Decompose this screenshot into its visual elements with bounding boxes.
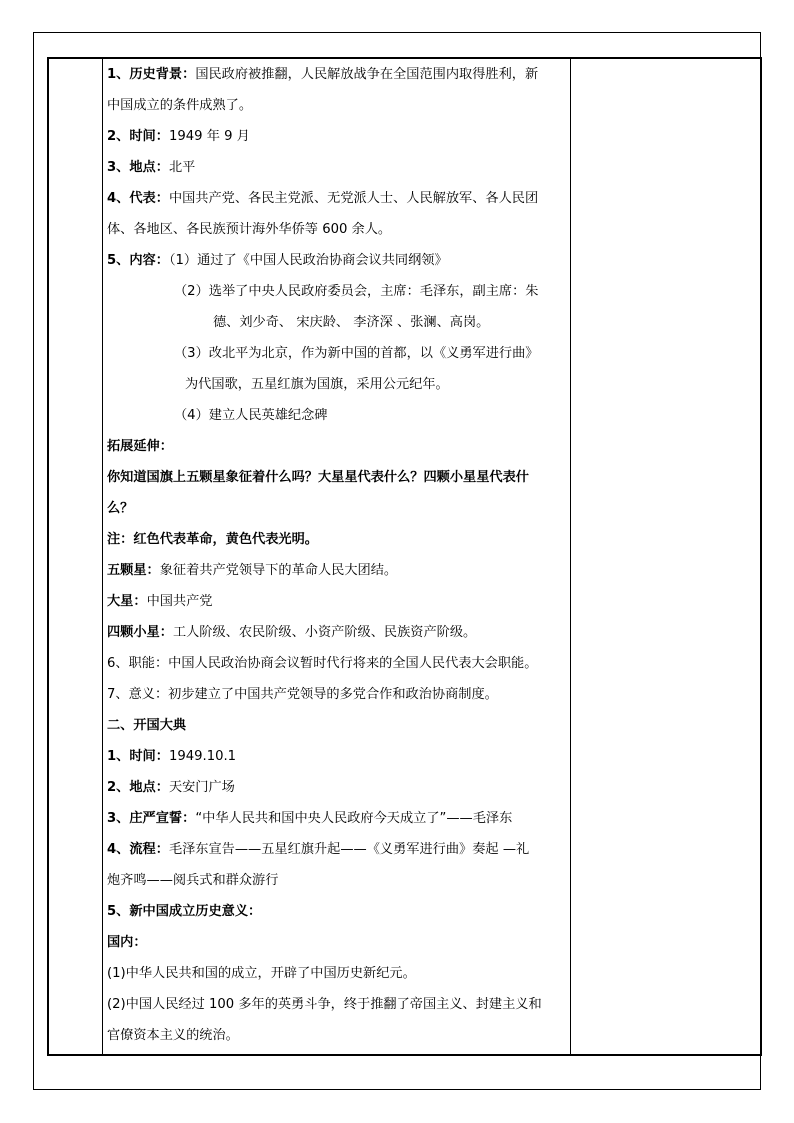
text-line: 为代国歌，五星红旗为国旗，采用公元纪年。 (185, 377, 449, 392)
text-line: （3）改北平为北京，作为新中国的首都，以《义勇军进行曲》 (174, 346, 539, 361)
text-line: 4、代表：中国共产党、各民主党派、无党派人士、人民解放军、各人民团 (107, 191, 539, 206)
text-line: 四颗小星：工人阶级、农民阶级、小资产阶级、民族资产阶级。 (107, 625, 477, 640)
text-line: 3、地点：北平 (107, 160, 196, 175)
text-line: 1、时间：1949.10.1 (107, 749, 237, 764)
text-line: （2）选举了中央人民政府委员会，主席：毛泽东，副主席：朱 (174, 284, 539, 299)
text-line: 拓展延伸： (107, 439, 173, 454)
section-heading: 二、开国大典 (107, 718, 187, 733)
column-divider-right (570, 59, 571, 1054)
text-line: 五颗星：象征着共产党领导下的革命人民大团结。 (107, 563, 398, 578)
text-line: 5、新中国成立历史意义： (107, 904, 262, 919)
text-line: 3、庄严宣誓：“中华人民共和国中央人民政府今天成立了”——毛泽东 (107, 811, 513, 826)
text-line: 么？ (107, 501, 134, 516)
text-line: 注：红色代表革命，黄色代表光明。 (107, 532, 318, 547)
text-line: (2)中国人民经过 100 多年的英勇斗争，终于推翻了帝国主义、封建主义和 (107, 997, 542, 1012)
text-line: 体、各地区、各民族预计海外华侨等 600 余人。 (107, 222, 392, 237)
text-line: 大星：中国共产党 (107, 594, 213, 609)
text-line: 你知道国旗上五颗星象征着什么吗？大星星代表什么？四颗小星星代表什 (107, 470, 529, 485)
text-line: 官僚资本主义的统治。 (107, 1028, 239, 1043)
text-line: 国内： (107, 935, 147, 950)
text-line: 中国成立的条件成熟了。 (107, 98, 253, 113)
text-line: 5、内容：（1）通过了《中国人民政治协商会议共同纲领》 (107, 253, 448, 268)
text-line: 1、历史背景：国民政府被推翻，人民解放战争在全国范围内取得胜利，新 (107, 67, 539, 82)
text-line: 炮齐鸣——阅兵式和群众游行 (107, 873, 279, 888)
text-line: 7、意义：初步建立了中国共产党领导的多党合作和政治协商制度。 (107, 687, 498, 702)
text-line: 6、职能：中国人民政治协商会议暂时代行将来的全国人民代表大会职能。 (107, 656, 538, 671)
text-line: 德、刘少奇、 宋庆龄、 李济深 、张澜、高岗。 (213, 315, 490, 330)
text-line: （4）建立人民英雄纪念碑 (174, 408, 328, 423)
column-divider-left (102, 59, 103, 1054)
text-line: 4、流程：毛泽东宣告——五星红旗升起——《义勇军进行曲》奏起 —礼 (107, 842, 530, 857)
text-line: 2、时间：1949 年 9 月 (107, 129, 250, 144)
text-line: (1)中华人民共和国的成立，开辟了中国历史新纪元。 (107, 966, 416, 981)
lesson-content (107, 59, 567, 1051)
text-line: 2、地点：天安门广场 (107, 780, 235, 795)
